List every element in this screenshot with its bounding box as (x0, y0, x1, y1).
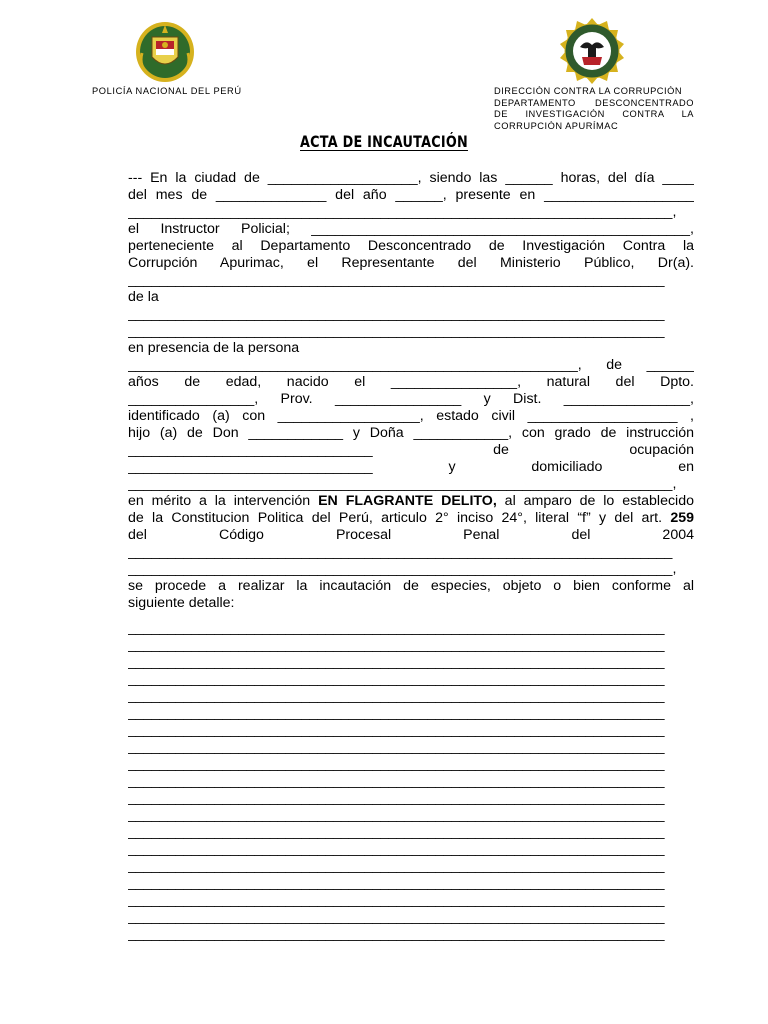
detail-blank-line: ____________________________________________________________________ (128, 739, 665, 755)
form-line: años de edad, nacido el ________________, natural del Dpto. (128, 374, 694, 390)
flagrante-delito-text: EN FLAGRANTE DELITO, (318, 493, 497, 509)
form-line: _________________________________________________________, de ______ (128, 357, 694, 373)
constitution-line (128, 510, 694, 527)
direccion-anticorrupcion-seal-icon (556, 17, 628, 89)
detail-blank-line: ____________________________________________________________________ (128, 756, 665, 772)
detail-blank-line: ____________________________________________________________________ (128, 926, 665, 942)
detail-blank-line: ____________________________________________________________________ (128, 654, 665, 670)
form-line: ____________________________________________________________________ (128, 272, 665, 288)
form-line: de la (128, 289, 159, 305)
detail-blank-line: ____________________________________________________________________ (128, 858, 665, 874)
detail-blank-line: ____________________________________________________________________ (128, 807, 665, 823)
form-line: se procede a realizar la incautación de especies, objeto o bien conforme al (128, 578, 694, 594)
detail-blank-line: ____________________________________________________________________ (128, 892, 665, 908)
form-line: identificado (a) con __________________, estado civil ___________________ , (128, 408, 694, 424)
document-title: ACTA DE INCAUTACIÓN (300, 132, 468, 151)
form-line: _____________________________________________________________________ (128, 544, 673, 560)
detail-blank-line: ____________________________________________________________________ (128, 824, 665, 840)
form-line: perteneciente al Departamento Desconcentrado de Investigación Contra la (128, 238, 694, 254)
header-organization-left: POLICÍA NACIONAL DEL PERÚ (92, 86, 242, 96)
detail-blank-line: ____________________________________________________________________ (128, 790, 665, 806)
header-right-line: DEPARTAMENTO DESCONCENTRADO (494, 97, 694, 108)
form-line: _____________________________________________________________________, (128, 561, 677, 577)
form-line: del mes de ______________ del año ______, presente en ___________________ (128, 187, 694, 203)
form-line: --- En la ciudad de ___________________, siendo las ______ horas, del día ____ (128, 170, 694, 186)
detail-blank-line: ____________________________________________________________________ (128, 722, 665, 738)
detail-blank-line: ____________________________________________________________________ (128, 909, 665, 925)
detail-blank-line: ____________________________________________________________________ (128, 671, 665, 687)
form-line: en presencia de la persona (128, 340, 300, 356)
form-line: hijo (a) de Don ____________ y Doña ____________, con grado de instrucción (128, 425, 694, 441)
detail-blank-line: ____________________________________________________________________ (128, 620, 665, 636)
merit-text: en mérito a la intervención (128, 493, 319, 509)
detail-blank-line: ____________________________________________________________________ (128, 688, 665, 704)
header-right-line: DIRECCIÓN CONTRA LA CORRUPCIÓN (494, 86, 683, 96)
header-right-line: DE INVESTIGACIÓN CONTRA LA (494, 109, 694, 119)
article-number: 259 (670, 510, 694, 526)
detail-blank-line: ____________________________________________________________________ (128, 773, 665, 789)
detail-blank-line: ____________________________________________________________________ (128, 841, 665, 857)
form-line: _____________________________________________________________________, (128, 204, 677, 220)
detail-blank-line: ____________________________________________________________________ (128, 705, 665, 721)
document-body (128, 170, 694, 943)
form-line: el Instructor Policial; ________________________________________________, (128, 221, 694, 237)
form-line: siguiente detalle: (128, 595, 235, 611)
form-line: ________________, Prov. ________________ y Dist. ________________, (128, 391, 694, 407)
form-line: _______________________________ y domiciliado en (128, 459, 694, 475)
policia-nacional-emblem-icon (134, 17, 196, 85)
merit-text-end: al amparo de lo establecido (496, 493, 694, 509)
detail-blank-line: ____________________________________________________________________ (128, 875, 665, 891)
constitution-text: de la Constitucion Politica del Perú, articulo 2° inciso 24°, literal “f” y del art. (128, 510, 671, 526)
form-line: _____________________________________________________________________, (128, 476, 677, 492)
form-line: ____________________________________________________________________ (128, 323, 665, 339)
header-right-line: CORRUPCIÓN APURÍMAC (494, 120, 619, 131)
form-line: del Código Procesal Penal del 2004 (128, 527, 694, 543)
form-line: _______________________________ de ocupación (128, 442, 694, 458)
form-line: Corrupción Apurimac, el Representante del Ministerio Público, Dr(a). (128, 255, 694, 271)
form-line: ____________________________________________________________________ (128, 306, 665, 322)
detail-blank-line: ____________________________________________________________________ (128, 637, 665, 653)
merit-line (128, 493, 694, 510)
header-organization-right (494, 86, 694, 132)
